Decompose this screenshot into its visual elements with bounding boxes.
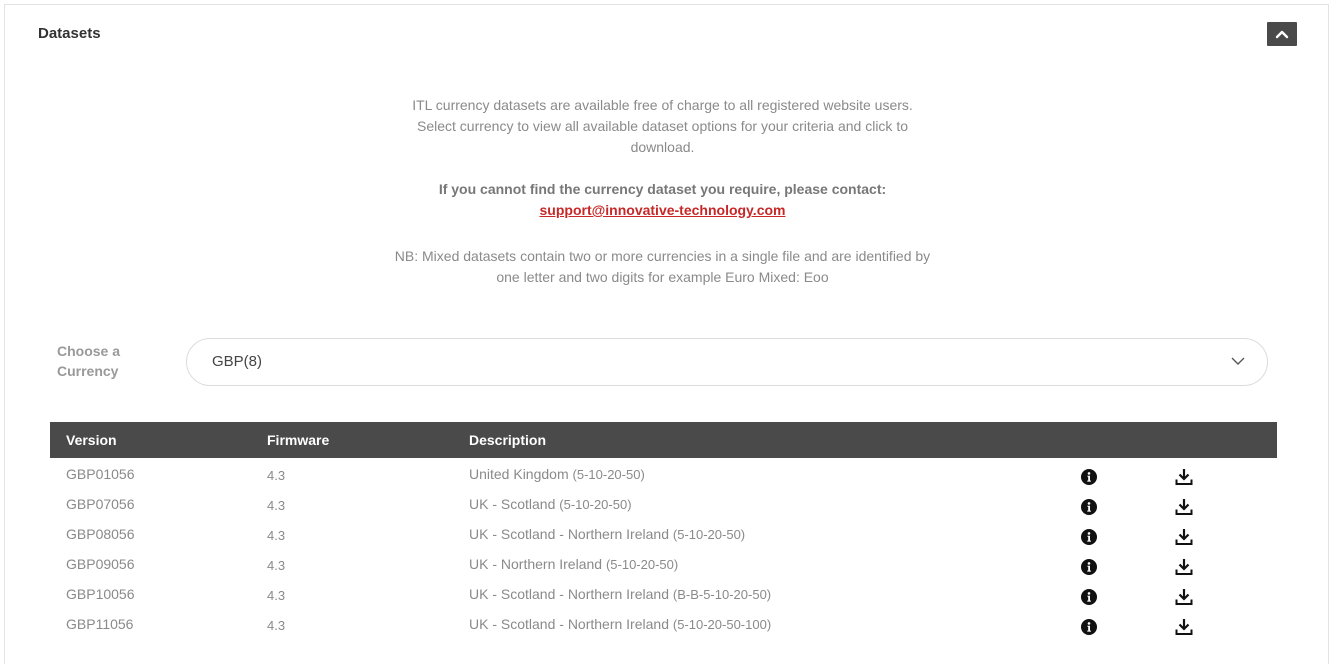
description-main: UK - Scotland - Northern Ireland: [469, 586, 669, 602]
chevron-up-icon: [1275, 28, 1289, 40]
table-header: [50, 422, 1277, 458]
description-main: UK - Scotland: [469, 496, 556, 512]
description-main: UK - Northern Ireland: [469, 556, 603, 572]
version-cell: GBP07056: [66, 496, 135, 512]
description-cell: [469, 586, 771, 602]
description-main: UK - Scotland - Northern Ireland: [469, 526, 669, 542]
contact-text: If you cannot find the currency dataset you require, please contact:: [438, 181, 887, 197]
description-main: United Kingdom: [469, 466, 569, 482]
intro-text: [330, 95, 995, 158]
firmware-cell: 4.3: [267, 618, 286, 633]
description-denominations: (5-10-20-50): [672, 527, 746, 542]
currency-select[interactable]: [186, 338, 1268, 386]
chevron-down-icon: [1231, 357, 1245, 366]
firmware-cell: 4.3: [267, 588, 286, 603]
download-icon[interactable]: [1175, 588, 1193, 606]
note-line: one letter and two digits for example Euro Mixed: Eoo: [496, 269, 829, 285]
firmware-cell: 4.3: [267, 498, 286, 513]
description-denominations: (5-10-20-50): [605, 557, 679, 572]
table-body: [50, 458, 1277, 638]
info-icon[interactable]: [1081, 589, 1097, 605]
description-main: UK - Scotland - Northern Ireland: [469, 616, 669, 632]
collapse-button[interactable]: [1267, 22, 1297, 46]
description-denominations: (5-10-20-50): [572, 467, 645, 482]
firmware-cell: 4.3: [267, 528, 286, 543]
table-row: [50, 488, 1277, 518]
table-row: [50, 548, 1277, 578]
currency-label: Choose a Currency: [57, 343, 121, 379]
download-icon[interactable]: [1175, 558, 1193, 576]
download-icon[interactable]: [1175, 498, 1193, 516]
description-cell: [469, 496, 632, 512]
version-cell: GBP09056: [66, 556, 135, 572]
download-icon[interactable]: [1175, 618, 1193, 636]
note-block: [330, 246, 995, 288]
datasets-table: [50, 422, 1277, 638]
description-denominations: (B-B-5-10-20-50): [672, 587, 772, 602]
description-cell: [469, 616, 771, 632]
table-row: [50, 518, 1277, 548]
download-icon[interactable]: [1175, 528, 1193, 546]
table-row: [50, 578, 1277, 608]
support-email-link[interactable]: support@innovative-technology.com: [539, 202, 786, 218]
description-cell: [469, 556, 678, 572]
version-cell: GBP08056: [66, 526, 135, 542]
info-icon[interactable]: [1081, 469, 1097, 485]
header-description: Description: [469, 432, 547, 448]
info-icon[interactable]: [1081, 499, 1097, 515]
info-icon[interactable]: [1081, 559, 1097, 575]
header-firmware: Firmware: [267, 432, 330, 448]
contact-block: [330, 179, 995, 221]
version-cell: GBP01056: [66, 466, 135, 482]
download-icon[interactable]: [1175, 468, 1193, 486]
intro-line: ITL currency datasets are available free of charge to all registered website users.: [412, 97, 913, 113]
description-cell: [469, 466, 645, 482]
table-row: [50, 458, 1277, 488]
firmware-cell: 4.3: [267, 558, 286, 573]
currency-select-value: GBP(8): [212, 353, 263, 370]
header-version: Version: [66, 432, 117, 448]
note-line: NB: Mixed datasets contain two or more currencies in a single file and are identified by: [394, 248, 931, 264]
firmware-cell: 4.3: [267, 468, 286, 483]
description-denominations: (5-10-20-50-100): [672, 617, 772, 632]
info-icon[interactable]: [1081, 619, 1097, 635]
table-row: [50, 608, 1277, 638]
description-cell: [469, 526, 745, 542]
intro-line: download.: [630, 139, 695, 155]
panel-title: Datasets: [38, 25, 101, 42]
version-cell: GBP10056: [66, 586, 135, 602]
intro-line: Select currency to view all available dataset options for your criteria and click to: [416, 118, 908, 134]
description-denominations: (5-10-20-50): [559, 497, 632, 512]
version-cell: GBP11056: [66, 616, 134, 632]
info-icon[interactable]: [1081, 529, 1097, 545]
